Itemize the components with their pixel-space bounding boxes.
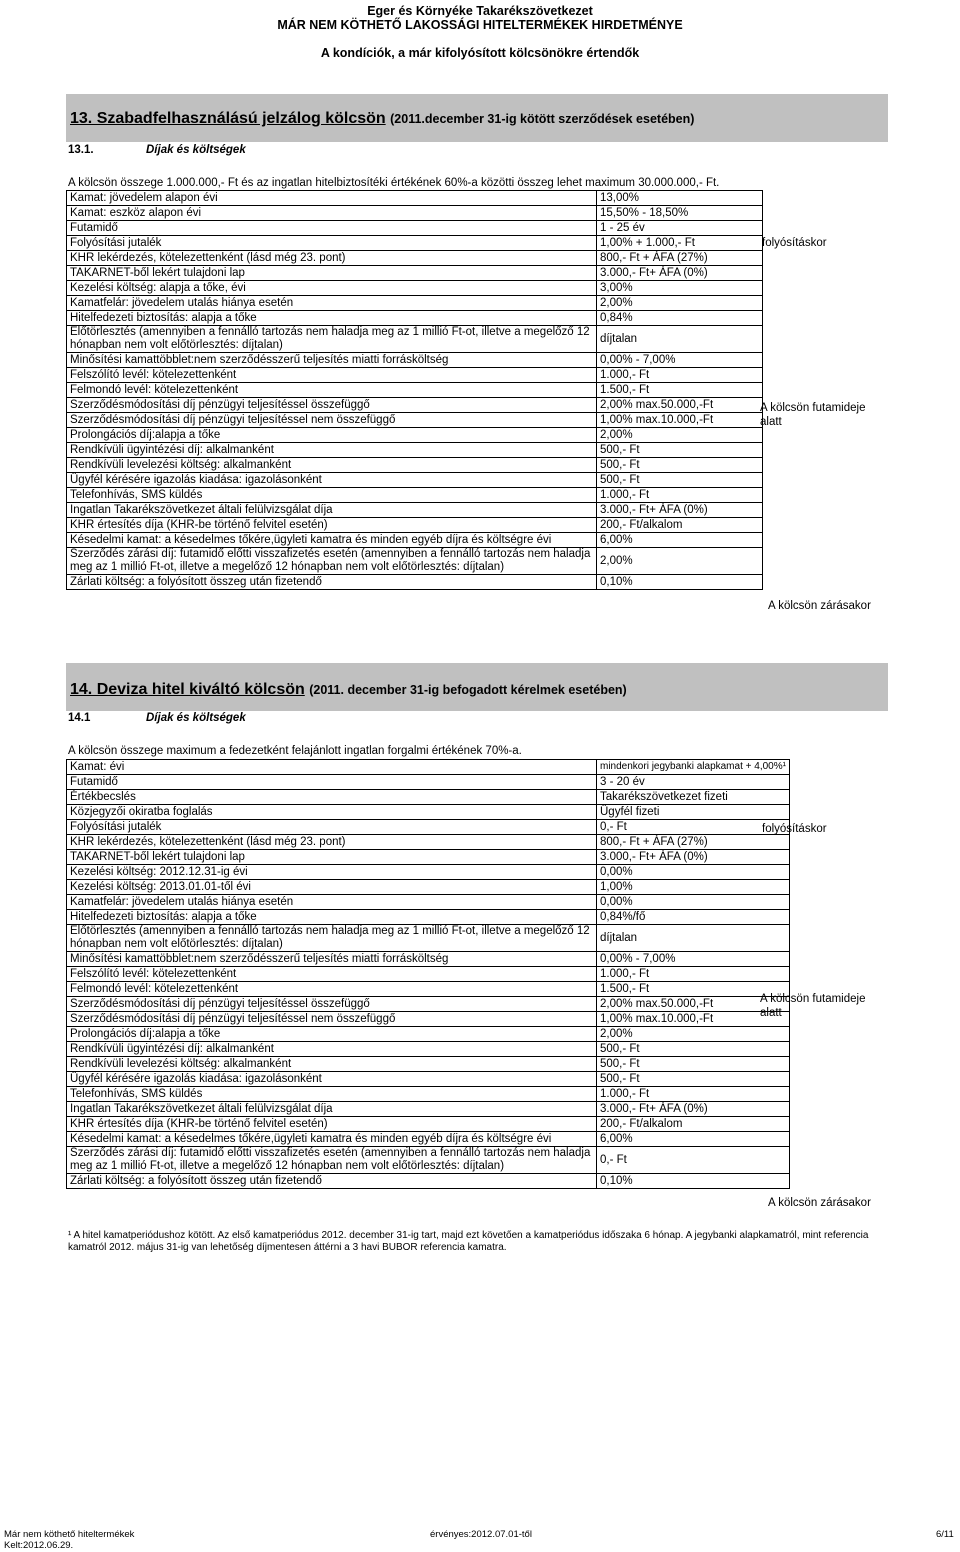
- fee-row: [67, 997, 790, 1012]
- fee-label: Késedelmi kamat: a késedelmes tőkére,ügyleti kamatra és minden egyéb díjra és költségre évi: [67, 533, 597, 548]
- fee-value: Ügyfél fizeti: [597, 805, 790, 820]
- fee-value: 0,- Ft: [597, 820, 790, 835]
- fee-value: 500,- Ft: [597, 1072, 790, 1087]
- fee-label: Kezelési költség: 2012.12.31-ig évi: [67, 865, 597, 880]
- section-14-title-sub: (2011. december 31-ig befogadott kérelmek esetében): [309, 683, 627, 697]
- fee-value: 13,00%: [597, 191, 763, 206]
- fee-row: [67, 221, 763, 236]
- fee-label: KHR értesítés díja (KHR-be történő felvitel esetén): [67, 518, 597, 533]
- fee-row: [67, 1012, 790, 1027]
- fee-label: Szerződésmódosítási díj pénzügyi teljesítéssel nem összefüggő: [67, 413, 597, 428]
- section-14-1-label: Díjak és költségek: [146, 712, 246, 724]
- fee-row: [67, 251, 763, 266]
- fee-row: [67, 925, 790, 952]
- fee-row: [67, 443, 763, 458]
- fee-value: 1.000,- Ft: [597, 368, 763, 383]
- fee-row: [67, 1102, 790, 1117]
- fee-label: Ingatlan Takarékszövetkezet általi felülvizsgálat díja: [67, 1102, 597, 1117]
- fee-row: [67, 1132, 790, 1147]
- fee-row: [67, 266, 763, 281]
- fee-row: [67, 835, 790, 850]
- fee-label: Értékbecslés: [67, 790, 597, 805]
- section-13-side-disbursement: folyósításkor: [762, 237, 827, 249]
- fee-row: [67, 865, 790, 880]
- fee-row: [67, 326, 763, 353]
- fee-row: [67, 296, 763, 311]
- fee-value: 2,00%: [597, 548, 763, 575]
- fee-row: [67, 518, 763, 533]
- footer-page-number: 6/11: [936, 1529, 954, 1540]
- fee-row: [67, 1057, 790, 1072]
- fee-row: [67, 533, 763, 548]
- fee-value: 3.000,- Ft+ ÁFA (0%): [597, 1102, 790, 1117]
- fee-value: 3.000,- Ft+ ÁFA (0%): [597, 503, 763, 518]
- fee-row: [67, 1117, 790, 1132]
- fee-value: 500,- Ft: [597, 458, 763, 473]
- fee-row: [67, 458, 763, 473]
- fee-label: TAKARNET-ből lekért tulajdoni lap: [67, 850, 597, 865]
- fee-value: 0,00% - 7,00%: [597, 952, 790, 967]
- fee-label: Előtörlesztés (amennyiben a fennálló tartozás nem haladja meg az 1 millió Ft-ot, illetve a megelőző 12 hónapban nem volt előtörlesztés: díjtalan): [67, 925, 597, 952]
- fee-row: [67, 1174, 790, 1189]
- fee-label: Rendkívüli levelezési költség: alkalmanként: [67, 1057, 597, 1072]
- fee-value: 0,10%: [597, 1174, 790, 1189]
- fee-value: 2,00%: [597, 296, 763, 311]
- fee-value: 1.500,- Ft: [597, 383, 763, 398]
- fee-row: [67, 236, 763, 251]
- fee-value: 0,00%: [597, 895, 790, 910]
- fee-value: 200,- Ft/alkalom: [597, 1117, 790, 1132]
- fee-value: 1,00%: [597, 880, 790, 895]
- fee-label: Szerződésmódosítási díj pénzügyi teljesítéssel nem összefüggő: [67, 1012, 597, 1027]
- fee-row: [67, 910, 790, 925]
- fee-row: [67, 206, 763, 221]
- fee-value: 3 - 20 év: [597, 775, 790, 790]
- fee-label: Előtörlesztés (amennyiben a fennálló tartozás nem haladja meg az 1 millió Ft-ot, illetve a megelőző 12 hónapban nem volt előtörlesztés: díjtalan): [67, 326, 597, 353]
- fee-row: [67, 1072, 790, 1087]
- fee-label: Késedelmi kamat: a késedelmes tőkére,ügyleti kamatra és minden egyéb díjra és költségre évi: [67, 1132, 597, 1147]
- fee-label: Minősítési kamattöbblet:nem szerződésszerű teljesítés miatti forrásköltség: [67, 952, 597, 967]
- section-14-fee-table: [66, 759, 790, 1189]
- header-title: MÁR NEM KÖTHETŐ LAKOSSÁGI HITELTERMÉKEK HIRDETMÉNYE: [277, 18, 683, 32]
- fee-value: 500,- Ft: [597, 1042, 790, 1057]
- fee-label: Folyósítási jutalék: [67, 820, 597, 835]
- fee-row: [67, 191, 763, 206]
- section-13-side-close: A kölcsön zárásakor: [768, 600, 871, 612]
- fee-row: [67, 428, 763, 443]
- fee-value: 0,00%: [597, 865, 790, 880]
- section-14-side-term: A kölcsön futamideje alatt: [760, 993, 866, 1019]
- fee-label: Hitelfedezeti biztosítás: alapja a tőke: [67, 311, 597, 326]
- fee-row: [67, 1027, 790, 1042]
- fee-value: 500,- Ft: [597, 473, 763, 488]
- fee-row: [67, 805, 790, 820]
- section-13-fee-table: [66, 190, 763, 590]
- fee-value: 1,00% max.10.000,-Ft: [597, 1012, 790, 1027]
- fee-value: 1,00% max.10.000,-Ft: [597, 413, 763, 428]
- fee-value: 1.000,- Ft: [597, 488, 763, 503]
- fee-value: 1,00% + 1.000,- Ft: [597, 236, 763, 251]
- fee-label: Szerződésmódosítási díj pénzügyi teljesítéssel összefüggő: [67, 398, 597, 413]
- fee-label: Szerződés zárási díj: futamidő előtti visszafizetés esetén (amennyiben a fennálló tartozás nem haladja meg az 1 millió Ft-ot, illetve a megelőző 12 hónapban nem volt előtörlesztés: díjtalan): [67, 1147, 597, 1174]
- fee-label: Folyósítási jutalék: [67, 236, 597, 251]
- fee-label: Felszólító levél: kötelezettenként: [67, 967, 597, 982]
- fee-value: 0,10%: [597, 575, 763, 590]
- fee-label: Kamat: jövedelem alapon évi: [67, 191, 597, 206]
- fee-row: [67, 967, 790, 982]
- section-14-side-disbursement: folyósításkor: [762, 823, 827, 835]
- fee-label: Ügyfél kérésére igazolás kiadása: igazolásonként: [67, 473, 597, 488]
- fee-value: 500,- Ft: [597, 1057, 790, 1072]
- fee-value: 2,00% max.50.000,-Ft: [597, 997, 790, 1012]
- fee-label: Szerződés zárási díj: futamidő előtti visszafizetés esetén (amennyiben a fennálló tartozás nem haladja meg az 1 millió Ft-ot, illetve a megelőző 12 hónapban nem volt előtörlesztés: díjtalan): [67, 548, 597, 575]
- fee-label: Közjegyzői okiratba foglalás: [67, 805, 597, 820]
- fee-row: [67, 775, 790, 790]
- section-14-1-heading: [68, 712, 246, 724]
- fee-label: Kamat: évi: [67, 760, 597, 775]
- fee-label: Minősítési kamattöbblet:nem szerződésszerű teljesítés miatti forrásköltség: [67, 353, 597, 368]
- section-14-footnote: ¹ A hitel kamatperiódushoz kötött. Az első kamatperiódus 2012. december 31-ig tart, majd ezt követően a kamatperiódus időszaka 6 hónap. A jegybanki alapkamatról, mint referencia kamatról 2012. május 31-ig van lehetőség díjmentesen áttérni a 3 havi BUBOR referencia kamatra.: [68, 1230, 869, 1253]
- fee-row: [67, 368, 763, 383]
- fee-label: Prolongációs díj:alapja a tőke: [67, 1027, 597, 1042]
- fee-row: [67, 982, 790, 997]
- section-13-1-heading: [68, 144, 246, 156]
- fee-label: Zárlati költség: a folyósított összeg után fizetendő: [67, 575, 597, 590]
- fee-row: [67, 820, 790, 835]
- fee-value: 1.000,- Ft: [597, 967, 790, 982]
- fee-value: 3.000,- Ft+ ÁFA (0%): [597, 266, 763, 281]
- fee-label: Zárlati költség: a folyósított összeg után fizetendő: [67, 1174, 597, 1189]
- fee-row: [67, 488, 763, 503]
- fee-row: [67, 383, 763, 398]
- fee-label: Rendkívüli ügyintézési díj: alkalmanként: [67, 443, 597, 458]
- fee-value: 6,00%: [597, 1132, 790, 1147]
- fee-label: Prolongációs díj:alapja a tőke: [67, 428, 597, 443]
- fee-value: 2,00%: [597, 1027, 790, 1042]
- fee-row: [67, 895, 790, 910]
- fee-value: 200,- Ft/alkalom: [597, 518, 763, 533]
- fee-value: 3,00%: [597, 281, 763, 296]
- fee-row: [67, 281, 763, 296]
- fee-value: 1.000,- Ft: [597, 1087, 790, 1102]
- fee-value: 0,84%/fő: [597, 910, 790, 925]
- fee-row: [67, 473, 763, 488]
- section-13-side-term: A kölcsön futamideje alatt: [760, 402, 866, 428]
- fee-label: Kamatfelár: jövedelem utalás hiánya esetén: [67, 296, 597, 311]
- fee-label: Felmondó levél: kötelezettenként: [67, 383, 597, 398]
- fee-value: 2,00%: [597, 428, 763, 443]
- fee-row: [67, 413, 763, 428]
- section-13-intro: A kölcsön összege 1.000.000,- Ft és az ingatlan hitelbiztosítéki értékének 60%-a közötti összeg lehet maximum 30.000.000,- Ft.: [68, 177, 720, 189]
- section-14-title-main: 14. Deviza hitel kiváltó kölcsön: [70, 681, 305, 698]
- fee-value: 800,- Ft + ÁFA (27%): [597, 251, 763, 266]
- fee-label: Telefonhívás, SMS küldés: [67, 488, 597, 503]
- fee-label: Felszólító levél: kötelezettenként: [67, 368, 597, 383]
- fee-label: Futamidő: [67, 775, 597, 790]
- fee-value: 3.000,- Ft+ ÁFA (0%): [597, 850, 790, 865]
- fee-label: KHR lekérdezés, kötelezettenként (lásd még 23. pont): [67, 835, 597, 850]
- fee-value: 2,00% max.50.000,-Ft: [597, 398, 763, 413]
- fee-value: 500,- Ft: [597, 443, 763, 458]
- footer-date: Kelt:2012.06.29.: [4, 1540, 74, 1551]
- fee-label: Hitelfedezeti biztosítás: alapja a tőke: [67, 910, 597, 925]
- fee-value: 0,00% - 7,00%: [597, 353, 763, 368]
- fee-row: [67, 952, 790, 967]
- section-13-1-number: 13.1.: [68, 144, 94, 156]
- fee-row: [67, 1087, 790, 1102]
- fee-value: 0,84%: [597, 311, 763, 326]
- fee-row: [67, 353, 763, 368]
- fee-label: Rendkívüli levelezési költség: alkalmanként: [67, 458, 597, 473]
- fee-row: [67, 398, 763, 413]
- fee-label: Kamat: eszköz alapon évi: [67, 206, 597, 221]
- fee-label: Ingatlan Takarékszövetkezet általi felülvizsgálat díja: [67, 503, 597, 518]
- fee-label: Kamatfelár: jövedelem utalás hiánya esetén: [67, 895, 597, 910]
- footer-validity: érvényes:2012.07.01-től: [430, 1529, 532, 1540]
- header-subtitle: A kondíciók, a már kifolyósított kölcsönökre értendők: [320, 46, 640, 60]
- fee-label: Ügyfél kérésére igazolás kiadása: igazolásonként: [67, 1072, 597, 1087]
- fee-value: díjtalan: [597, 326, 763, 353]
- fee-value: 1.500,- Ft: [597, 982, 790, 997]
- section-14-intro: A kölcsön összege maximum a fedezetként felajánlott ingatlan forgalmi értékének 70%-a.: [68, 745, 522, 757]
- fee-value: mindenkori jegybanki alapkamat + 4,00%¹: [597, 760, 790, 775]
- fee-label: Szerződésmódosítási díj pénzügyi teljesítéssel összefüggő: [67, 997, 597, 1012]
- fee-row: [67, 1042, 790, 1057]
- fee-row: [67, 575, 763, 590]
- fee-row: [67, 1147, 790, 1174]
- fee-label: Felmondó levél: kötelezettenként: [67, 982, 597, 997]
- fee-row: [67, 311, 763, 326]
- fee-row: [67, 503, 763, 518]
- fee-row: [67, 760, 790, 775]
- fee-value: 1 - 25 év: [597, 221, 763, 236]
- header-institution: Eger és Környéke Takarékszövetkezet: [367, 4, 593, 18]
- fee-value: 15,50% - 18,50%: [597, 206, 763, 221]
- section-14-side-close: A kölcsön zárásakor: [768, 1197, 871, 1209]
- fee-label: Telefonhívás, SMS küldés: [67, 1087, 597, 1102]
- fee-value: díjtalan: [597, 925, 790, 952]
- fee-row: [67, 850, 790, 865]
- fee-row: [67, 790, 790, 805]
- fee-row: [67, 880, 790, 895]
- fee-value: 0,- Ft: [597, 1147, 790, 1174]
- fee-label: Kezelési költség: alapja a tőke, évi: [67, 281, 597, 296]
- fee-value: 6,00%: [597, 533, 763, 548]
- fee-value: 800,- Ft + ÁFA (27%): [597, 835, 790, 850]
- footer-doc-name: Már nem köthető hiteltermékek: [4, 1529, 135, 1540]
- fee-label: Rendkívüli ügyintézési díj: alkalmanként: [67, 1042, 597, 1057]
- section-13-title-main: 13. Szabadfelhasználású jelzálog kölcsön: [70, 110, 386, 127]
- section-13-title: [70, 110, 694, 128]
- section-13-1-label: Díjak és költségek: [146, 144, 246, 156]
- section-14-1-number: 14.1: [68, 712, 91, 724]
- section-13-title-sub: (2011.december 31-ig kötött szerződések esetében): [390, 112, 695, 126]
- fee-label: KHR értesítés díja (KHR-be történő felvitel esetén): [67, 1117, 597, 1132]
- fee-label: Kezelési költség: 2013.01.01-től évi: [67, 880, 597, 895]
- section-14-title: [70, 681, 627, 699]
- fee-label: TAKARNET-ből lekért tulajdoni lap: [67, 266, 597, 281]
- fee-row: [67, 548, 763, 575]
- fee-value: Takarékszövetkezet fizeti: [597, 790, 790, 805]
- fee-label: KHR lekérdezés, kötelezettenként (lásd még 23. pont): [67, 251, 597, 266]
- fee-label: Futamidő: [67, 221, 597, 236]
